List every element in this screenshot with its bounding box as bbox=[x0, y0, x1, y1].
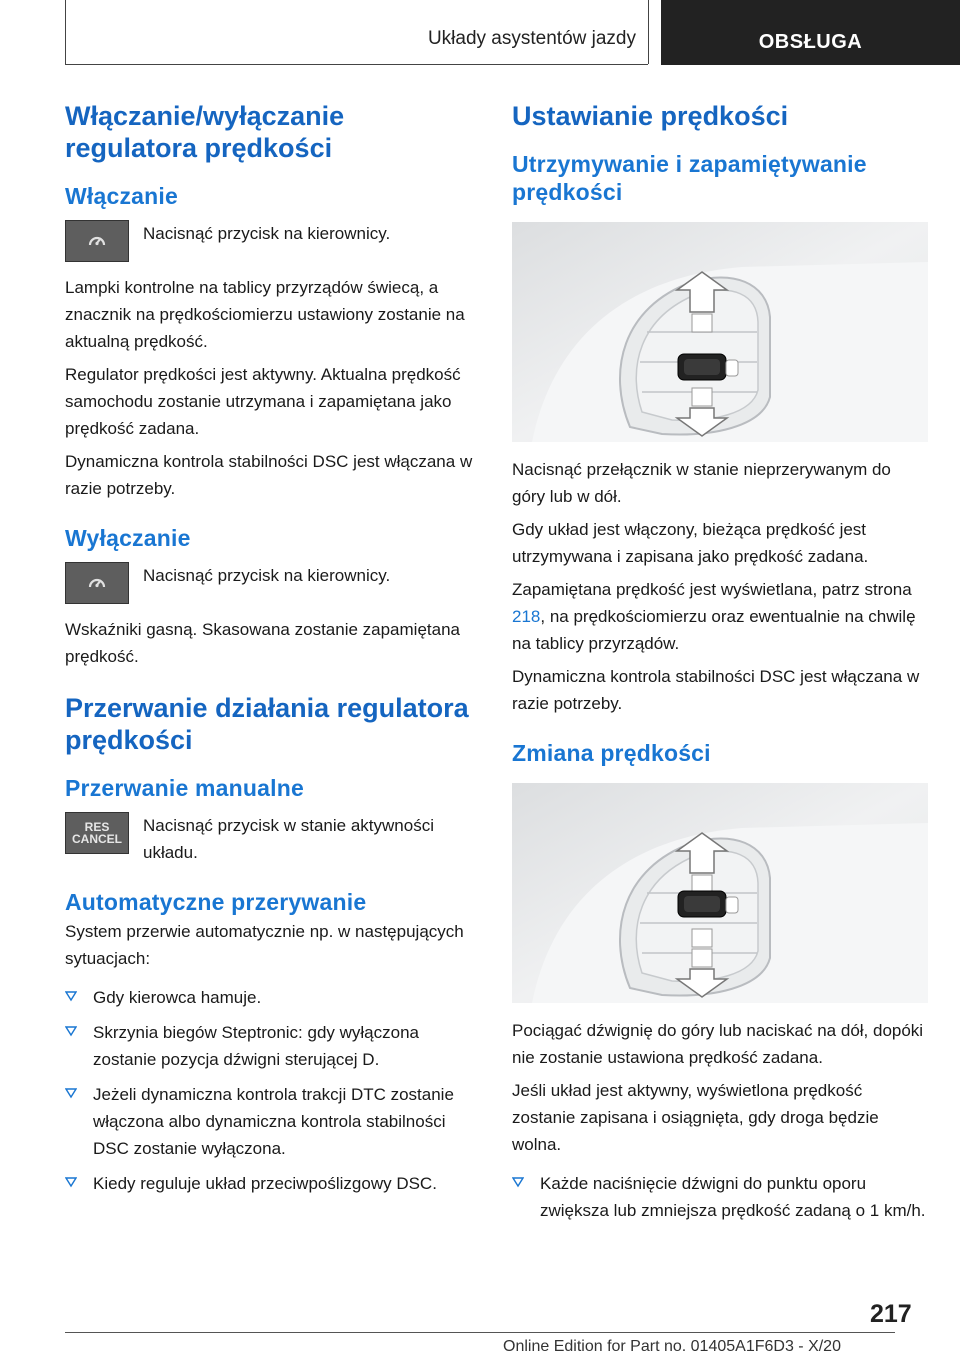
heading-auto-interrupt: Automatyczne przerywanie bbox=[65, 889, 367, 915]
header-chapter-tab: OBSŁUGA bbox=[661, 0, 960, 65]
change-paragraph-1: Pociągać dźwignię do góry lub naciskać na dół, dopóki nie zostanie ustawiona prędkość zadana. bbox=[512, 1021, 924, 1067]
triangle-bullet-icon bbox=[65, 1025, 77, 1037]
heading-on-off: Włączanie/wyłączanie regulatora prędkości bbox=[65, 101, 345, 163]
off-button-text: Nacisnąć przycisk na kierownicy. bbox=[143, 566, 391, 585]
res-cancel-button-icon bbox=[65, 812, 129, 854]
heading-switch-on: Włączanie bbox=[65, 183, 179, 209]
right-column bbox=[512, 100, 928, 1232]
triangle-bullet-icon bbox=[65, 1087, 77, 1099]
list-item: Skrzynia biegów Steptronic: gdy wyłączona zostanie pozycja dźwigni sterującej D. bbox=[65, 1019, 479, 1073]
on-paragraph-3: Dynamiczna kontrola stabilności DSC jest włączana w razie potrzeby. bbox=[65, 452, 473, 498]
header-section-title: Układy asystentów jazdy bbox=[427, 28, 636, 49]
heading-manual-interrupt: Przerwanie manualne bbox=[65, 775, 304, 801]
header-rule-mid bbox=[648, 0, 649, 64]
footer-edition: Online Edition for Part no. 01405A1F6D3 - X/20 bbox=[503, 1338, 841, 1355]
hold-paragraph-4: Dynamiczna kontrola stabilności DSC jest włączana w razie potrzeby. bbox=[512, 667, 920, 713]
list-item: Gdy kierowca hamuje. bbox=[65, 984, 479, 1011]
on-paragraph-2: Regulator prędkości jest aktywny. Aktualna prędkość samochodu zostanie utrzymana i zapamiętana jako prędkość zadana. bbox=[65, 365, 461, 438]
auto-interrupt-list bbox=[65, 984, 479, 1197]
header-rule-bottom bbox=[65, 64, 648, 65]
page-number: 217 bbox=[870, 1300, 912, 1328]
manual-button-row bbox=[65, 812, 479, 866]
list-item: Jeżeli dynamiczna kontrola trakcji DTC zostanie włączona albo dynamiczna kontrola stabilności DSC zostanie wyłączona. bbox=[65, 1081, 479, 1162]
manual-button-text: Nacisnąć przycisk w stanie aktywności układu. bbox=[143, 816, 434, 862]
on-button-text: Nacisnąć przycisk na kierownicy. bbox=[143, 224, 391, 243]
cancel-label: CANCEL bbox=[72, 832, 122, 846]
hold-paragraph-2: Gdy układ jest włączony, bieżąca prędkość jest utrzymywana i zapisana jako prędkość zadana. bbox=[512, 520, 869, 566]
triangle-bullet-icon bbox=[65, 1176, 77, 1188]
list-item: Każde naciśnięcie dźwigni do punktu oporu zwiększa lub zmniejsza prędkość zadaną o 1 km/h. bbox=[512, 1170, 928, 1224]
auto-paragraph-1: System przerwie automatycznie np. w następujących sytuacjach: bbox=[65, 922, 464, 968]
heading-switch-off: Wyłączanie bbox=[65, 525, 191, 551]
change-speed-list bbox=[512, 1170, 928, 1224]
res-label: RES bbox=[84, 820, 110, 834]
change-paragraph-2: Jeśli układ jest aktywny, wyświetlona prędkość zostanie zapisana i osiągnięta, gdy droga będzie wolna. bbox=[512, 1081, 879, 1154]
heading-set-speed: Ustawianie prędkości bbox=[512, 101, 789, 131]
triangle-bullet-icon bbox=[65, 990, 77, 1002]
cruise-control-button-icon bbox=[65, 562, 129, 604]
steering-wheel-switch-photo bbox=[512, 222, 928, 442]
triangle-bullet-icon bbox=[512, 1176, 524, 1188]
page-reference-link[interactable]: 218 bbox=[512, 607, 541, 626]
off-button-row bbox=[65, 562, 479, 604]
heading-hold-speed: Utrzymywanie i zapamiętywanie prędkości bbox=[512, 151, 867, 205]
footer-rule bbox=[65, 1332, 895, 1333]
cruise-control-button-icon bbox=[65, 220, 129, 262]
off-paragraph-1: Wskaźniki gasną. Skasowana zostanie zapamiętana prędkość. bbox=[65, 620, 460, 666]
heading-change-speed: Zmiana prędkości bbox=[512, 740, 711, 766]
left-column bbox=[65, 100, 479, 1205]
list-item: Kiedy reguluje układ przeciwpoślizgowy DSC. bbox=[65, 1170, 479, 1197]
steering-wheel-switch-photo-2 bbox=[512, 783, 928, 1003]
heading-interrupt: Przerwanie działania regulatora prędkości bbox=[65, 693, 469, 755]
hold-paragraph-1: Nacisnąć przełącznik w stanie nieprzerywanym do góry lub w dół. bbox=[512, 460, 891, 506]
hold-paragraph-3: Zapamiętana prędkość jest wyświetlana, patrz strona 218, na prędkościomierzu oraz ewentualnie na chwilę na tablicy przyrządów. bbox=[512, 580, 916, 653]
on-paragraph-1: Lampki kontrolne na tablicy przyrządów świecą, a znacznik na prędkościomierzu ustawiony zostanie na aktualną prędkość. bbox=[65, 278, 465, 351]
on-button-row bbox=[65, 220, 479, 262]
